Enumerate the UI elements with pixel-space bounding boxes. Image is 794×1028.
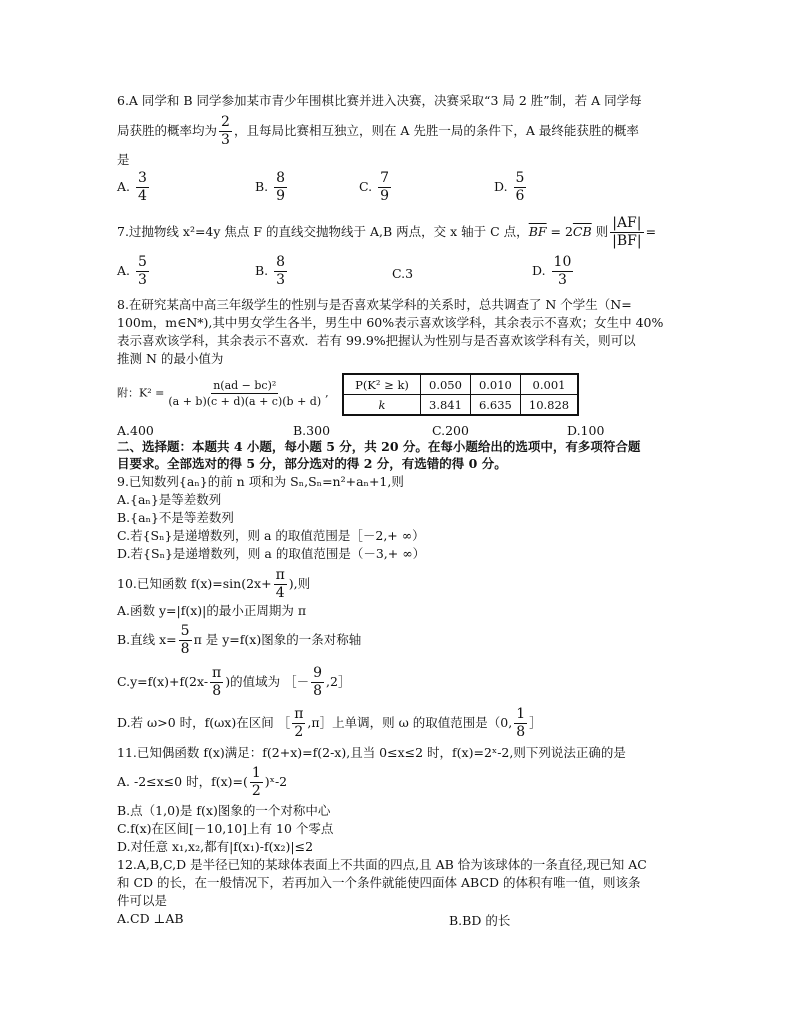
q8-option-d: D.100 [567, 423, 605, 438]
q11-option-b: B.点（1,0)是 f(x)图象的一个对称中心 [117, 803, 331, 818]
q11-stem: 11.已知偶函数 f(x)满足：f(2+x)=f(2-x),且当 0≤x≤2 时，f(x)=2ˣ-2,则下列说法正确的是 [117, 745, 626, 760]
q9-option-d: D.若{Sₙ}是递增数列，则 a 的取值范围是（－3,+ ∞） [117, 546, 426, 561]
q11-option-a: A. -2≤x≤0 时，f(x)=( $\frac{1}{2}$ )ˣ-2 [117, 765, 288, 799]
section-2-heading-line2: 目要求。全部选对的得 5 分，部分选对的得 2 分，有选错的得 0 分。 [117, 456, 507, 471]
q9-option-b: B.{aₙ}不是等差数列 [117, 510, 234, 525]
q6-option-c: C. $\frac{7}{9}$ [359, 170, 389, 204]
q7-option-b: B. $\frac{8}{3}$ [255, 254, 286, 288]
q11-option-c: C.f(x)在区间[－10,10]上有 10 个零点 [117, 821, 334, 836]
q6-prob-fraction: $\frac{2}{3}$ [221, 114, 230, 148]
q9-option-c: C.若{Sₙ}是递增数列，则 a 的取值范围是［－2,+ ∞） [117, 528, 425, 543]
q6-line3: 是 [117, 152, 130, 167]
q10-option-b: B.直线 x= $\frac{5}{8}$ π 是 y=f(x)图象的一条对称轴 [117, 623, 362, 657]
q7-option-c: C.3 [392, 266, 414, 281]
q6-options [117, 170, 707, 210]
table-cell: 0.010 [470, 374, 520, 395]
q7-options [117, 254, 707, 294]
critical-value-table [342, 373, 579, 416]
q6-option-b: B. $\frac{8}{9}$ [255, 170, 286, 204]
q6-line1: 6.A 同学和 B 同学参加某市青少年围棋比赛并进入决赛，决赛采取“3 局 2 胜”制，若 A 同学每 [117, 93, 642, 108]
q6-line2: 局获胜的概率均为 $\frac{2}{3}$ ，且每局比赛相互独立，则在 A 先胜一局的条件下，A 最终能获胜的概率 [117, 114, 639, 148]
q8-line2: 100m，m∈N*),其中男女学生各半，男生中 60%表示喜欢该学科，其余表示不喜欢；女生中 40% [117, 315, 664, 330]
q10-option-c: C.y=f(x)+f(2x- $\frac{\pi}{8}$ )的值域为 ［－ $\frac{9}{8}$ ,2］ [117, 665, 351, 699]
table-cell: 3.841 [421, 395, 471, 416]
q7-option-d: D. $\frac{10}{3}$ [532, 254, 572, 288]
q11-option-d: D.对任意 x₁,x₂,都有|f(x₁)-f(x₂)|≤2 [117, 839, 314, 854]
q10-option-d: D.若 ω>0 时，f(ωx)在区间 ［ $\frac{\pi}{2}$ ,π］上单调，则 ω 的取值范围是（0, $\frac{1}{8}$ ］ [117, 706, 542, 740]
q8-option-c: C.200 [432, 423, 469, 438]
table-row [343, 374, 578, 395]
q9-option-a: A.{aₙ}是等差数列 [117, 492, 222, 507]
table-cell: P(K² ≥ k) [343, 374, 421, 395]
q12-option-b: B.BD 的长 [449, 913, 511, 928]
q8-line1: 8.在研究某高中高三年级学生的性别与是否喜欢某学科的关系时，总共调查了 N 个学生（N= [117, 297, 632, 312]
q6-option-a: A. $\frac{3}{4}$ [117, 170, 147, 204]
q9-stem: 9.已知数列{aₙ}的前 n 项和为 Sₙ,Sₙ=n²+aₙ+1,则 [117, 474, 404, 489]
q7-option-a: A. $\frac{5}{3}$ [117, 254, 147, 288]
q8-formula: 附：K² = $\frac{\text{n(ad − bc)²}}{(a + b)(c + d)(a + c)(b + d)}$ , [117, 379, 329, 408]
q6-option-d: D. $\frac{5}{6}$ [494, 170, 525, 204]
q8-line4: 推测 N 的最小值为 [117, 351, 224, 366]
q8-option-a: A.400 [117, 423, 154, 438]
q10-option-a: A.函数 y=|f(x)|的最小正周期为 π [117, 603, 307, 618]
q12-options [117, 911, 707, 927]
table-cell: 0.050 [421, 374, 471, 395]
q12-line3: 件可以是 [117, 893, 168, 908]
q8-option-b: B.300 [293, 423, 331, 438]
q8-options [117, 423, 707, 439]
table-cell: 0.001 [520, 374, 578, 395]
table-cell: k [343, 395, 421, 416]
q7-stem: 7.过抛物线 x²=4y 焦点 F 的直线交抛物线于 A,B 两点，交 x 轴于 C 点，$\overline{BF} = 2\overline{CB}$ 则 $\frac{|AF|}{|BF|}$ = [117, 215, 657, 249]
q10-stem: 10.已知函数 f(x)=sin(2x+ $\frac{\pi}{4}$ ),则 [117, 567, 311, 601]
table-cell: 10.828 [520, 395, 578, 416]
q12-option-a: A.CD ⊥AB [117, 911, 184, 926]
q8-line3: 表示喜欢该学科，其余表示不喜欢．若有 99.9%把握认为性别与是否喜欢该学科有关，则可以 [117, 333, 636, 348]
table-row [343, 395, 578, 416]
q12-line1: 12.A,B,C,D 是半径已知的某球体表面上不共面的四点,且 AB 恰为该球体的一条直径,现已知 AC [117, 857, 647, 872]
table-cell: 6.635 [470, 395, 520, 416]
q12-line2: 和 CD 的长，在一般情况下，若再加入一个条件就能使四面体 ABCD 的体积有唯一值，则该条 [117, 875, 641, 890]
section-2-heading-line1: 二、选择题：本题共 4 小题，每小题 5 分，共 20 分。在每小题给出的选项中，有多项符合题 [117, 439, 641, 454]
